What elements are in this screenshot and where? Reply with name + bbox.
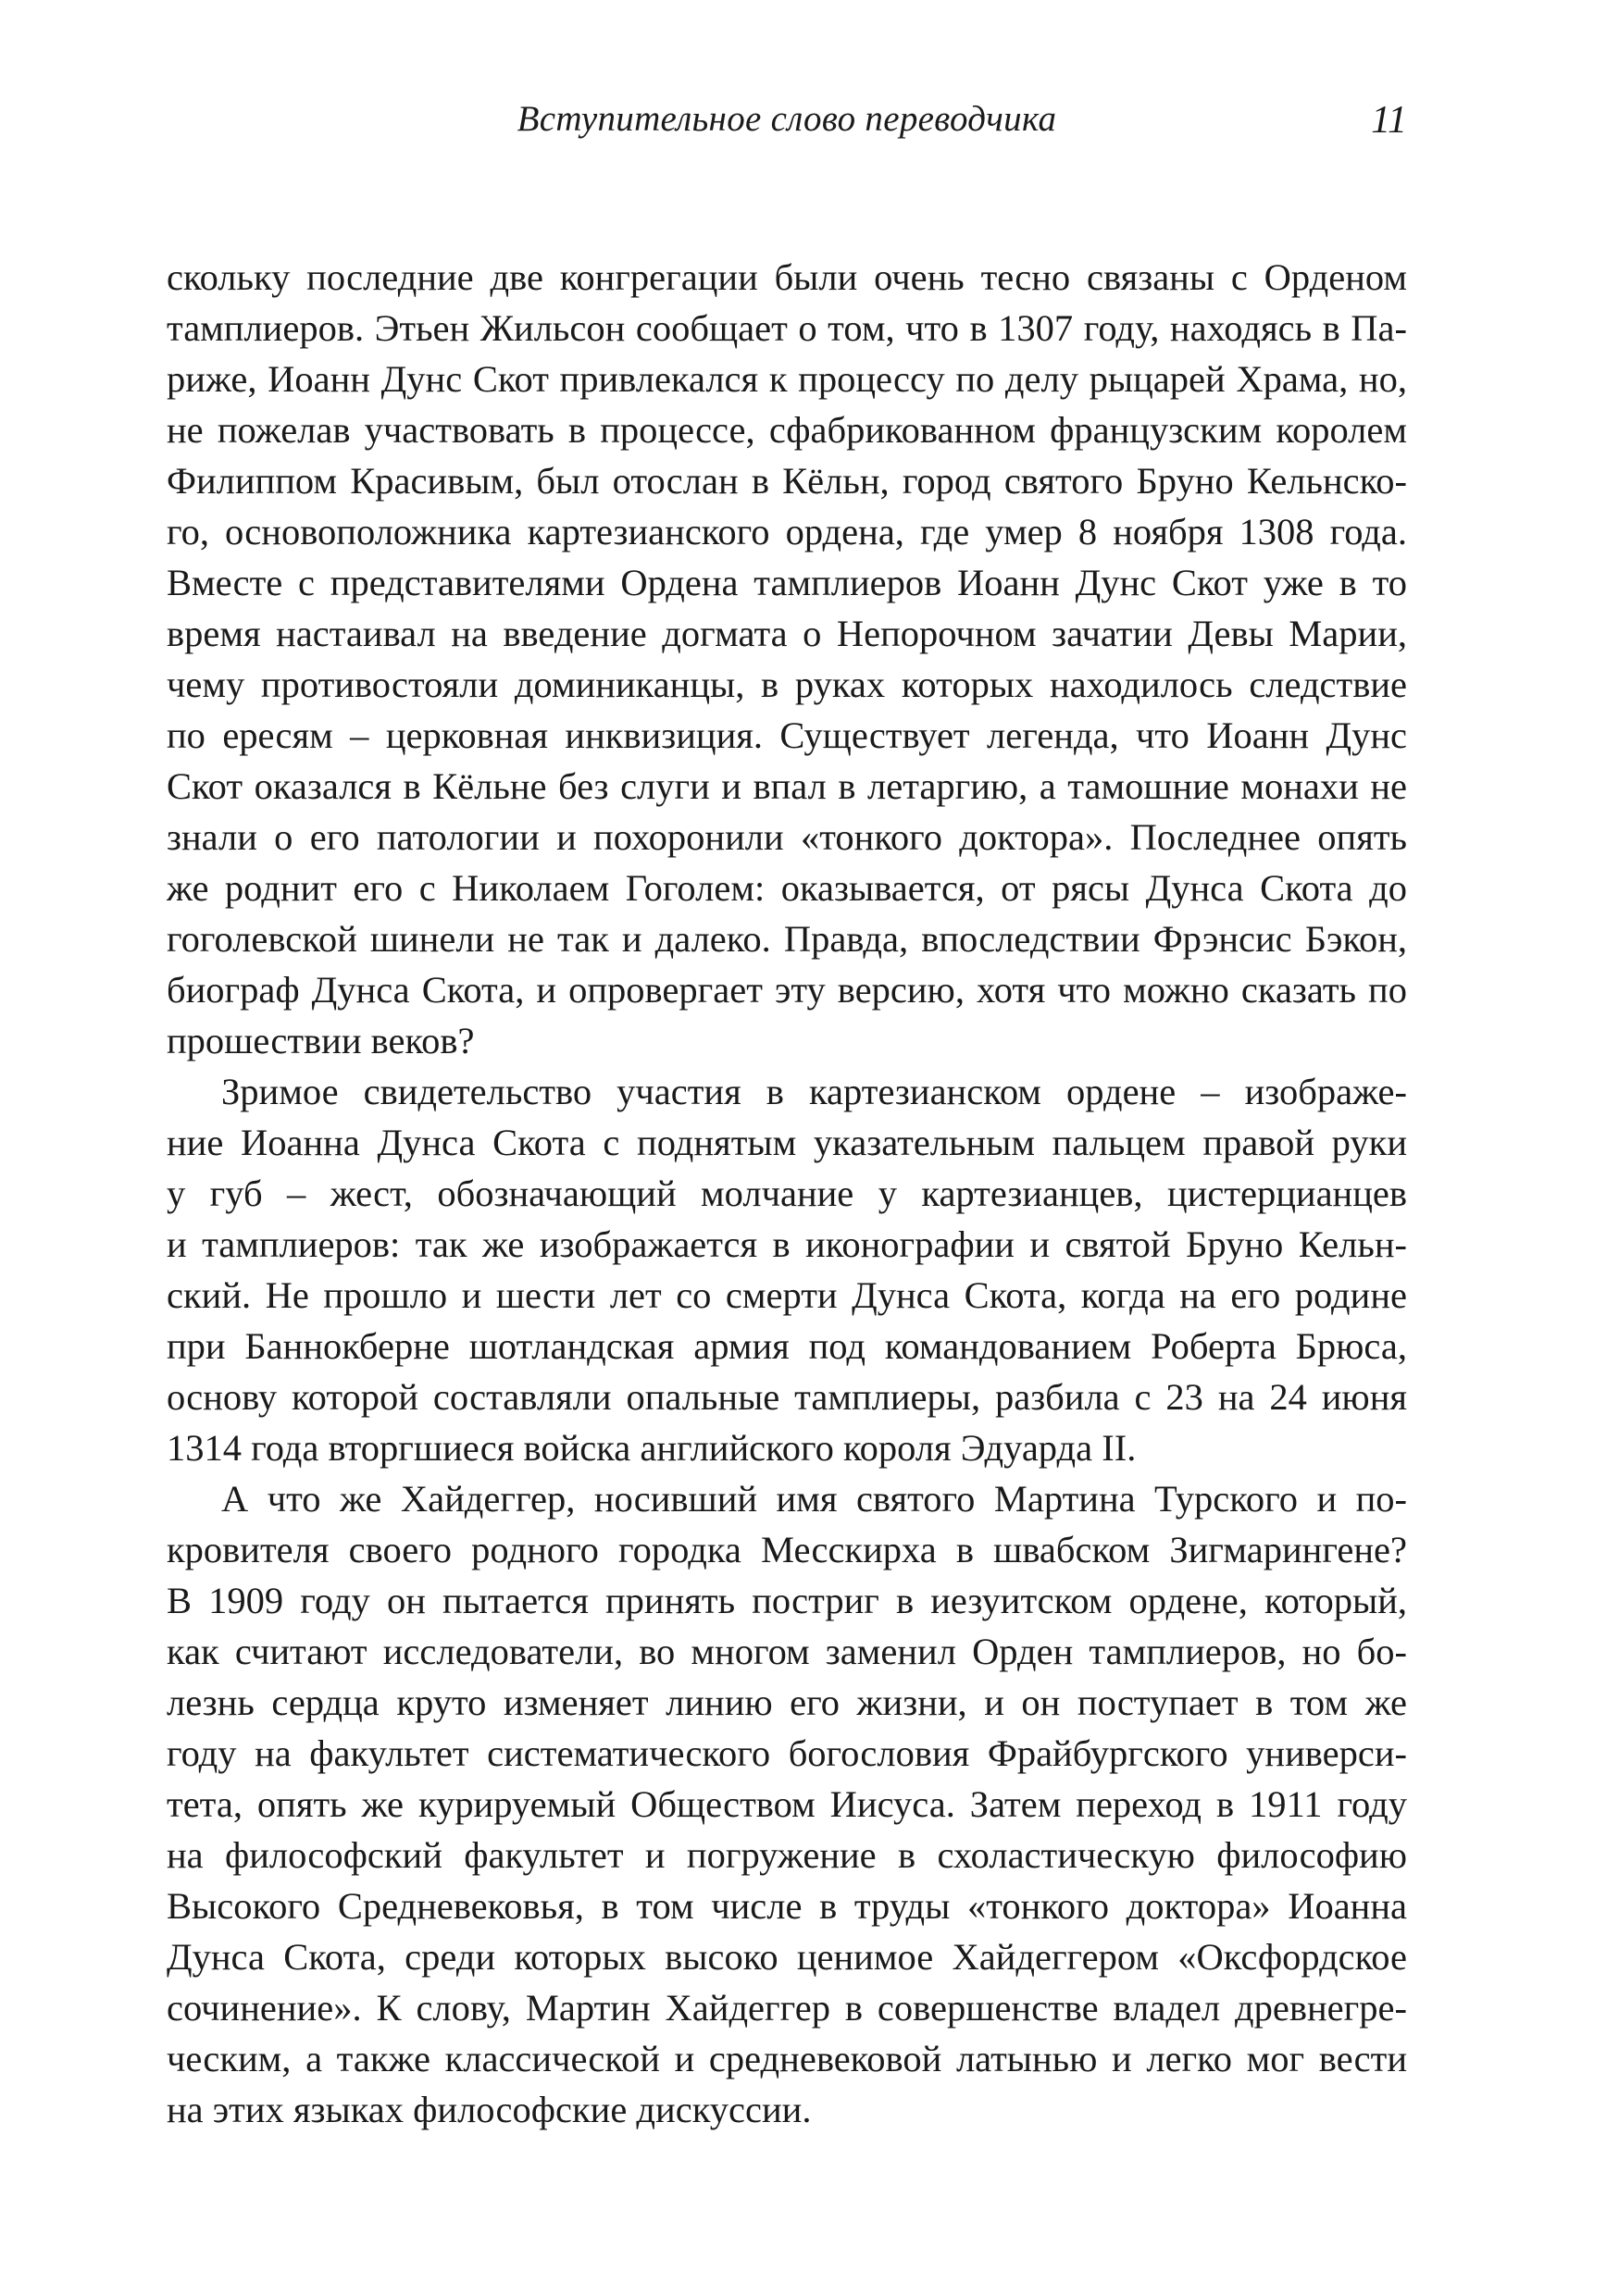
text-line: 1314 года вторгшиеся войска английского короля Эдуарда II.	[167, 1427, 1137, 1469]
running-title: Вступительное слово переводчика	[517, 99, 1057, 139]
text-line: скольку последние две конгрегации были очень тесно связаны с Орденом	[167, 256, 1407, 298]
text-line: прошествии веков?	[167, 1020, 475, 1061]
text-line: риже, Иоанн Дунс Скот привлекался к процессу по делу рыцарей Храма, но,	[167, 358, 1407, 400]
text-line: А что же Хайдеггер, носивший имя святого Мартина Турского и по-	[221, 1478, 1407, 1520]
text-line: же роднит его с Николаем Гоголем: оказывается, от рясы Дунса Скота до	[167, 867, 1407, 909]
text-line: тамплиеров. Этьен Жильсон сообщает о том, что в 1307 году, находясь в Па-	[167, 307, 1407, 349]
text-line: сочинение». К слову, Мартин Хайдеггер в совершенстве владел древнегре-	[167, 1987, 1407, 2029]
text-line: кровителя своего родного городка Месскирха в швабском Зигмарингене?	[167, 1529, 1407, 1570]
text-line: у губ – жест, обозначающий молчание у картезианцев, цистерцианцев	[167, 1173, 1407, 1214]
text-line: и тамплиеров: так же изображается в иконографии и святой Бруно Кельн-	[167, 1223, 1407, 1265]
text-line: Вместе с представителями Ордена тамплиеров Иоанн Дунс Скот уже в то	[167, 562, 1407, 603]
text-line: лезнь сердца круто изменяет линию его жизни, и он поступает в том же	[167, 1682, 1407, 1723]
text-line: году на факультет систематического богословия Фрайбургского универси-	[167, 1732, 1407, 1774]
text-line: по ересям – церковная инквизиция. Существует легенда, что Иоанн Дунс	[167, 714, 1407, 756]
text-line: на этих языках философские дискуссии.	[167, 2089, 812, 2130]
paragraph	[167, 252, 1407, 1066]
body-text	[167, 252, 1407, 2135]
paragraph	[167, 1066, 1407, 1473]
text-line: Скот оказался в Кёльне без слуги и впал в летаргию, а тамошние монахи не	[167, 765, 1407, 807]
text-line: Зримое свидетельство участия в картезианском ордене – изображе-	[221, 1071, 1407, 1112]
text-line: не пожелав участвовать в процессе, сфабрикованном французским королем	[167, 409, 1407, 451]
text-line: В 1909 году он пытается принять постриг в иезуитском ордене, который,	[167, 1580, 1407, 1621]
text-line: как считают исследователи, во многом заменил Орден тамплиеров, но бо-	[167, 1631, 1407, 1672]
text-line: го, основоположника картезианского ордена, где умер 8 ноября 1308 года.	[167, 511, 1407, 552]
text-line: биограф Дунса Скота, и опровергает эту версию, хотя что можно сказать по	[167, 969, 1407, 1011]
text-line: время настаивал на введение догмата о Непорочном зачатии Девы Марии,	[167, 613, 1407, 654]
text-line: Высокого Средневековья, в том числе в труды «тонкого доктора» Иоанна	[167, 1885, 1407, 1927]
paragraph	[167, 1473, 1407, 2135]
text-line: на философский факультет и погружение в схоластическую философию	[167, 1834, 1407, 1876]
text-line: чему противостояли доминиканцы, в руках которых находилось следствие	[167, 664, 1407, 705]
running-header	[167, 93, 1407, 157]
text-line: гоголевской шинели не так и далеко. Правда, впоследствии Фрэнсис Бэкон,	[167, 918, 1407, 960]
text-line: знали о его патологии и похоронили «тонкого доктора». Последнее опять	[167, 816, 1407, 858]
text-line: основу которой составляли опальные тамплиеры, разбила с 23 на 24 июня	[167, 1376, 1407, 1418]
text-line: ческим, а также классической и средневековой латынью и легко мог вести	[167, 2038, 1407, 2079]
text-line: при Баннокберне шотландская армия под командованием Роберта Брюса,	[167, 1325, 1407, 1367]
text-line: Филиппом Красивым, был отослан в Кёльн, город святого Бруно Кельнско-	[167, 460, 1407, 502]
text-line: ние Иоанна Дунса Скота с поднятым указательным пальцем правой руки	[167, 1122, 1407, 1163]
text-line: тета, опять же курируемый Обществом Иисуса. Затем переход в 1911 году	[167, 1783, 1407, 1825]
text-line: Дунса Скота, среди которых высоко ценимое Хайдеггером «Оксфордское	[167, 1936, 1407, 1978]
page-number: 11	[1371, 99, 1407, 142]
text-line: ский. Не прошло и шести лет со смерти Дунса Скота, когда на его родине	[167, 1274, 1407, 1316]
